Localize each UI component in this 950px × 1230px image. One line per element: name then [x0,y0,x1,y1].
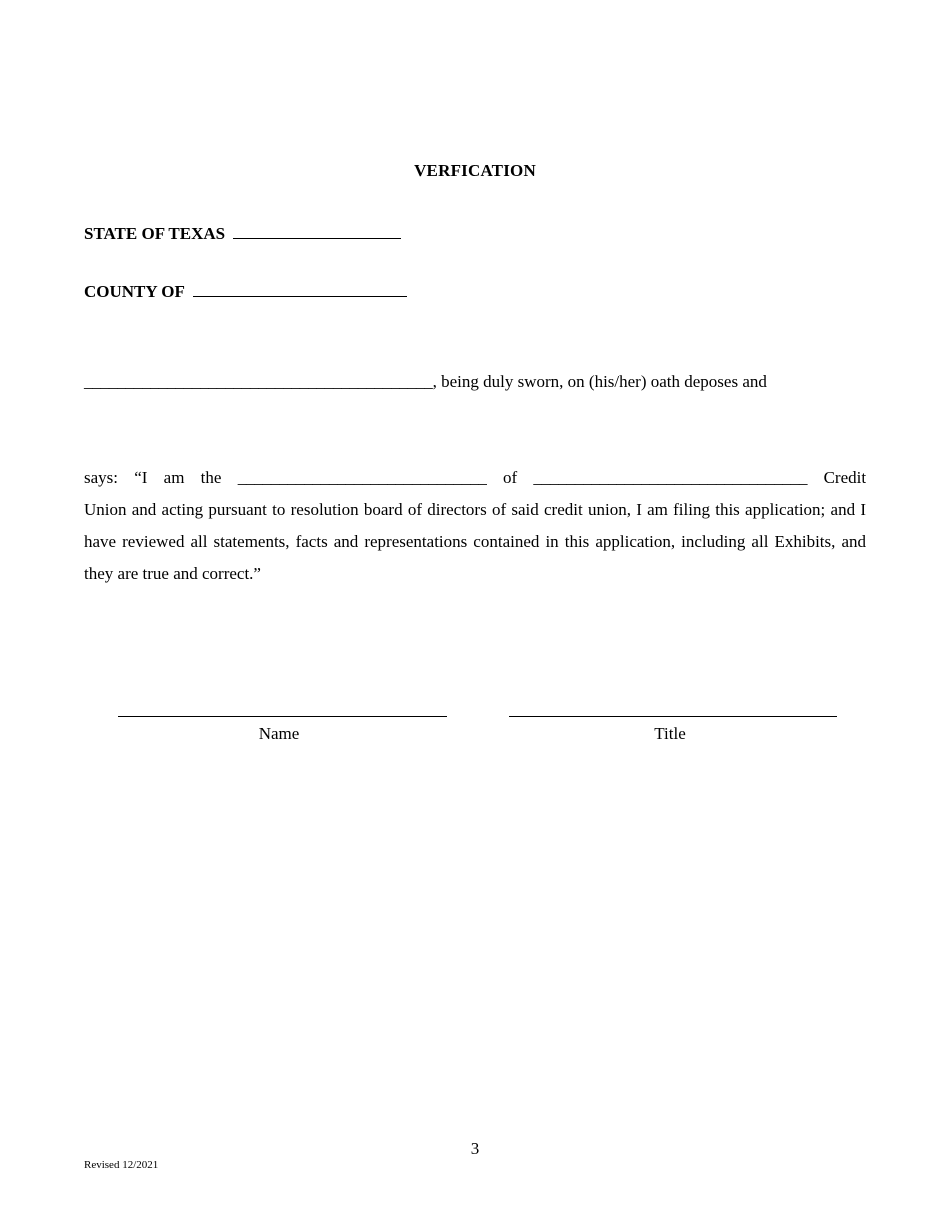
county-field-row [84,278,407,302]
position-blank[interactable]: ______________________________ [237,468,487,487]
signature-name-line[interactable] [118,716,447,717]
says-of: of [502,468,518,487]
signature-name-label: Name [258,724,300,743]
sworn-statement [84,372,866,392]
affiant-name-blank[interactable]: __________________________________________ [84,372,433,391]
document-title: VERFICATION [414,161,536,180]
county-label: COUNTY OF [84,282,185,301]
signature-title-label: Title [654,724,686,743]
state-field-row [84,220,401,244]
state-label: STATE OF TEXAS [84,224,226,243]
sworn-text: , being duly sworn, on (his/her) oath deposes and [432,372,767,391]
credit-union-name-blank[interactable]: _________________________________ [533,468,808,487]
county-blank-line[interactable] [193,278,407,297]
state-blank-line[interactable] [233,220,401,239]
signature-title-line[interactable] [509,716,837,717]
says-prefix: says: “I am the [84,468,222,487]
revision-date: Revised 12/2021 [84,1159,159,1171]
page-number: 3 [470,1139,480,1158]
says-credit: Credit [823,468,867,487]
says-paragraph [84,462,866,590]
says-first-line [84,462,866,494]
says-body: Union and acting pursuant to resolution board of directors of said credit union, I am filing this application; and I have reviewed all statements, facts and representations contained in this application, including all Exhibits, and they are true and correct.” [84,500,866,583]
